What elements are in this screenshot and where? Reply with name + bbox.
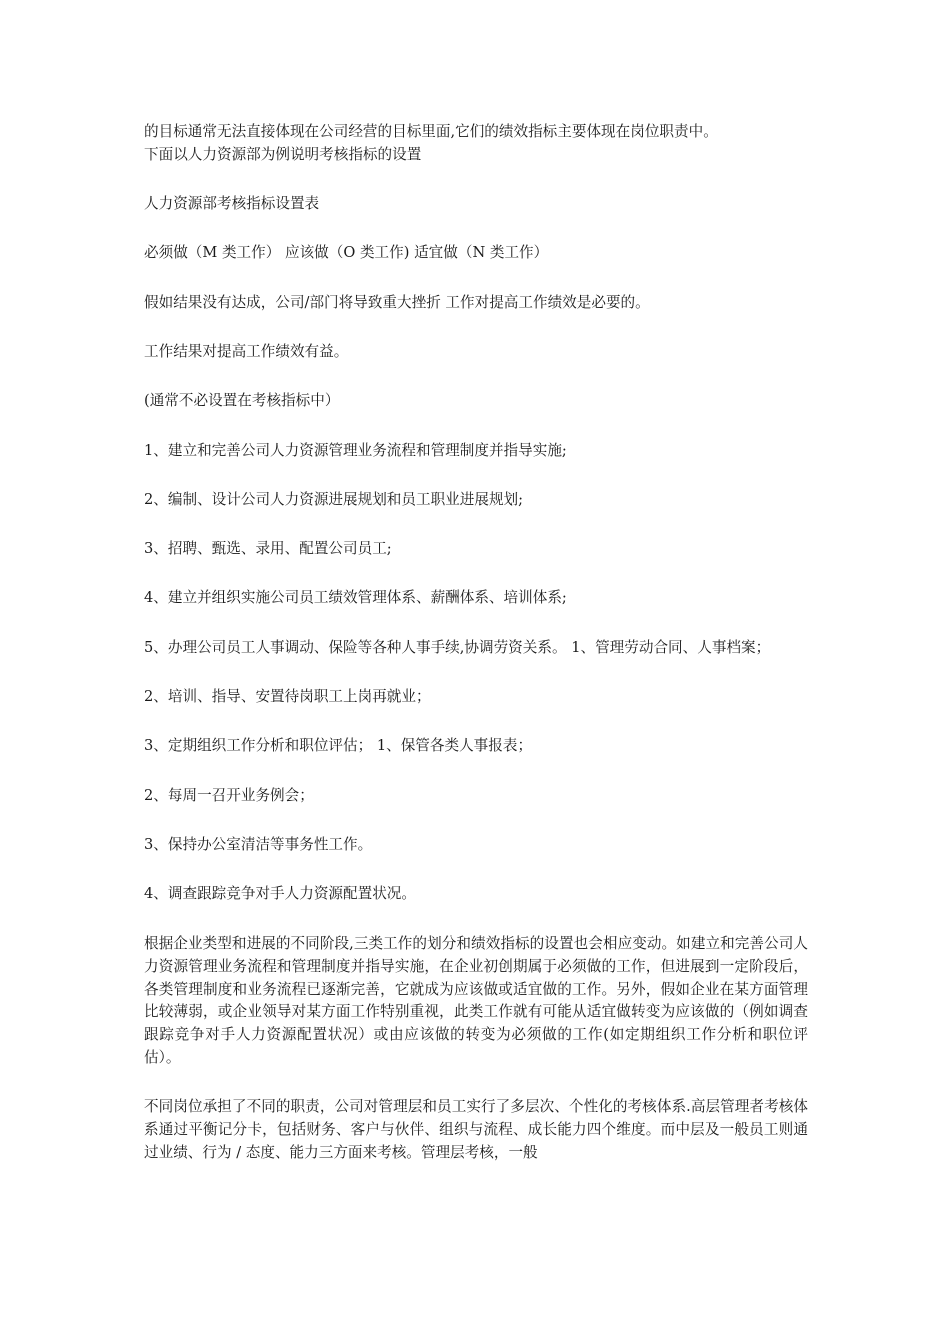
list-item: 3、定期组织工作分析和职位评估； 1、保管各类人事报表； — [144, 737, 533, 755]
paragraph-stage-variation: 根据企业类型和进展的不同阶段,三类工作的划分和绩效指标的设置也会相应变动。如建立和完善公司人力资源管理业务流程和管理制度并指导实施，在企业初创期属于必须做的工作，但进展到一定阶段后，各类管理制度和业务流程已逐渐完善，它就成为应该做或适宜做的工作。另外，假如企业在某方面管理比较薄弱，或企业领导对某方面工作特别重视，此类工作就有可能从适宜做转变为应该做的（例如调查跟踪竞争对手人力资源配置状况）或由应该做的转变为必须做的工作(如定期组织工作分析和职位评估）。 — [144, 935, 808, 1067]
list-item: 4、调查跟踪竞争对手人力资源配置状况。 — [144, 885, 416, 903]
table-title: 人力资源部考核指标设置表 — [144, 195, 320, 213]
intro-line-2: 下面以人力资源部为例说明考核指标的设置 — [144, 145, 422, 163]
list-item: 2、编制、设计公司人力资源进展规划和员工职业进展规划; — [144, 490, 524, 508]
o-category-description: 工作结果对提高工作绩效有益。 — [144, 342, 349, 360]
document-page — [144, 121, 808, 1165]
m-category-description: 假如结果没有达成，公司/部门将导致重大挫折 工作对提高工作绩效是必要的。 — [144, 293, 650, 311]
list-item: 5、办理公司员工人事调动、保险等各种人事手续,协调劳资关系。 1、管理劳动合同、人事档案； — [144, 638, 771, 656]
list-item: 2、每周一召开业务例会； — [144, 786, 314, 804]
paragraph-assessment-system: 不同岗位承担了不同的职责，公司对管理层和员工实行了多层次、个性化的考核体系.高层管理者考核体系通过平衡记分卡，包括财务、客户与伙伴、组织与流程、成长能力四个维度。而中层及一般员工则通过业绩、行为 / 态度、能力三方面来考核。管理层考核，一般 — [144, 1098, 808, 1161]
list-item: 2、培训、指导、安置待岗职工上岗再就业； — [144, 688, 431, 706]
list-item: 4、建立并组织实施公司员工绩效管理体系、薪酬体系、培训体系; — [144, 589, 567, 607]
list-item: 3、招聘、甄选、录用、配置公司员工; — [144, 540, 392, 558]
work-categories: 必须做（M 类工作） 应该做（O 类工作) 适宜做（N 类工作） — [144, 244, 549, 262]
n-category-description: (通常不必设置在考核指标中） — [144, 392, 340, 410]
list-item: 1、建立和完善公司人力资源管理业务流程和管理制度并指导实施; — [144, 441, 567, 459]
intro-line-1: 的目标通常无法直接体现在公司经营的目标里面,它们的绩效指标主要体现在岗位职责中。 — [144, 123, 718, 140]
list-item: 3、保持办公室清洁等事务性工作。 — [144, 835, 373, 853]
